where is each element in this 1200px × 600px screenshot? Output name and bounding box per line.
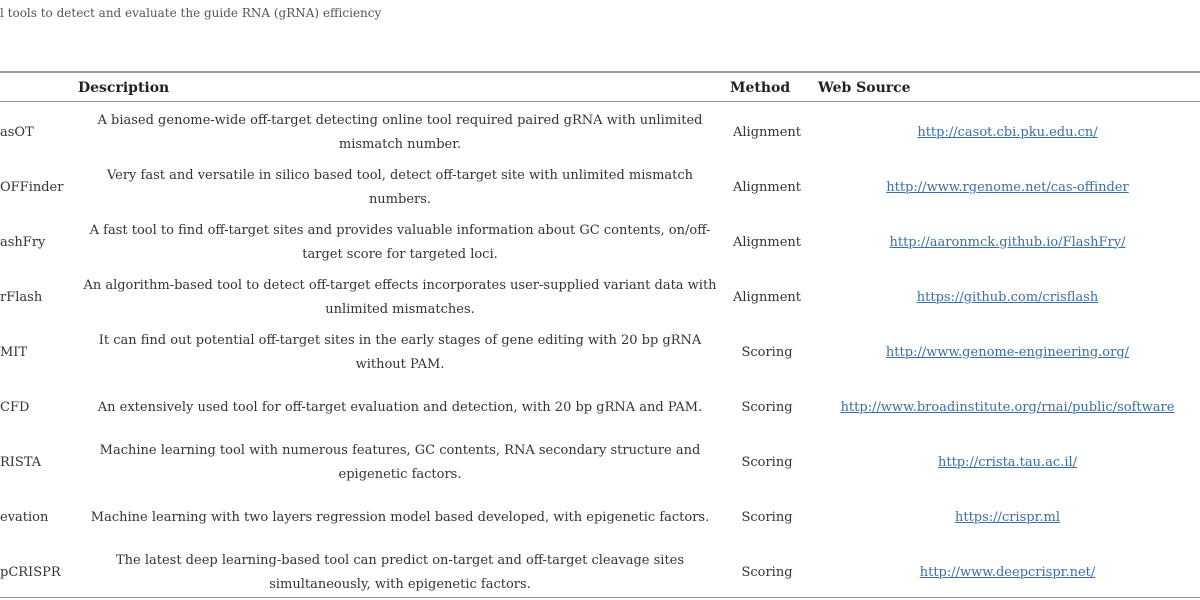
web-source-cell [815,380,1200,435]
table-row [0,270,1200,325]
web-source-link[interactable]: http://www.deepcrispr.net/ [919,564,1096,580]
table-header-rule [0,101,1200,102]
tool-method: Scoring [741,399,793,415]
web-source-link[interactable]: http://aaronmck.github.io/FlashFry/ [889,234,1126,250]
table-caption: l tools to detect and evaluate the guide RNA (gRNA) efficiency [0,6,382,20]
tool-method: Scoring [741,509,793,525]
web-source-link[interactable]: http://casot.cbi.pku.edu.cn/ [917,124,1098,140]
web-source-cell [815,325,1200,380]
tool-name: evation [0,509,49,525]
web-source-link[interactable]: http://crista.tau.ac.il/ [937,454,1078,470]
web-source-cell [815,490,1200,545]
tool-description: A biased genome-wide off-target detecting online tool required paired gRNA with unlimited mismatch number. [97,112,703,152]
tool-name: ashFry [0,234,46,250]
tool-method: Alignment [732,124,801,140]
tool-name: rFlash [0,289,43,305]
table-row [0,160,1200,215]
tool-description: The latest deep learning-based tool can predict on-target and off-target cleavage sites simultaneously, with epigenetic factors. [115,552,685,592]
tool-description: Very fast and versatile in silico based tool, detect off-target site with unlimited mismatch numbers. [106,167,694,207]
tool-method: Scoring [741,454,793,470]
tool-name: asOT [0,124,34,140]
table-bottom-rule [0,597,1200,598]
tool-name: pCRISPR [0,564,61,580]
tool-description: An extensively used tool for off-target evaluation and detection, with 20 bp gRNA and PAM. [97,399,703,415]
tool-method: Alignment [732,179,801,195]
web-source-link[interactable]: http://www.rgenome.net/cas-offinder [886,179,1129,195]
tool-description: An algorithm-based tool to detect off-target effects incorporates user-supplied variant data with unlimited mismatches. [83,277,717,317]
tool-name: RISTA [0,454,42,470]
web-source-cell [815,215,1200,270]
tool-method: Alignment [732,234,801,250]
web-source-cell [815,160,1200,215]
tool-name: MIT [0,344,28,360]
table-top-rule [0,71,1200,73]
web-source-link[interactable]: https://github.com/crisflash [916,289,1099,305]
header-method: Method [730,80,791,96]
web-source-link[interactable]: http://www.genome-engineering.org/ [885,344,1130,360]
header-description: Description [78,80,170,96]
table-row [0,545,1200,600]
tool-description: It can find out potential off-target sites in the early stages of gene editing with 20 bp gRNA without PAM. [98,332,702,372]
tool-description: Machine learning with two layers regression model based developed, with epigenetic factors. [90,509,710,525]
table-row [0,105,1200,160]
web-source-cell [815,105,1200,160]
web-source-cell [815,270,1200,325]
table-row [0,435,1200,490]
tool-description: A fast tool to find off-target sites and provides valuable information about GC contents, on/off-target score for targeted loci. [89,222,711,262]
tool-method: Scoring [741,564,793,580]
web-source-link[interactable]: https://crispr.ml [954,509,1060,525]
tool-method: Scoring [741,344,793,360]
table-row [0,215,1200,270]
tool-name: CFD [0,399,30,415]
tool-method: Alignment [732,289,801,305]
web-source-link[interactable]: http://www.broadinstitute.org/rnai/public/software [840,399,1175,415]
web-source-cell [815,545,1200,600]
table-row [0,380,1200,435]
tool-name: OFFinder [0,179,64,195]
table-row [0,325,1200,380]
header-web-source: Web Source [818,80,911,96]
tool-description: Machine learning tool with numerous features, GC contents, RNA secondary structure and epigenetic factors. [99,442,701,482]
table-row [0,490,1200,545]
web-source-cell [815,435,1200,490]
